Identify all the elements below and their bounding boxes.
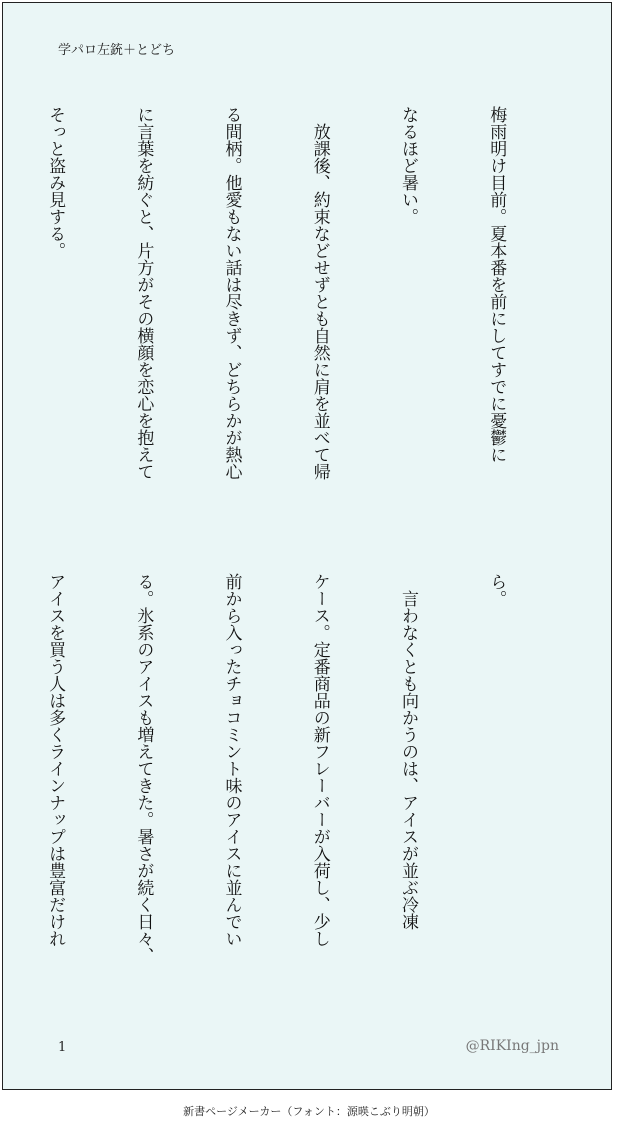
text-line: そっと盗み見する。 bbox=[45, 106, 66, 259]
generator-credit: 新書ページメーカー（フォント：源暎こぶり明朝） bbox=[183, 1105, 435, 1118]
text-line: 前から入ったチョコミント味のアイスに並んでい bbox=[221, 573, 242, 947]
text-line: 言わなくとも向かうのは、アイスが並ぶ冷凍 bbox=[397, 573, 418, 930]
page-header-title: 学パロ左銃＋とどち bbox=[58, 43, 176, 58]
text-line: る。氷系のアイスも増えてきた。暑さが続く日々、 bbox=[133, 573, 154, 964]
text-line: に言葉を紡ぐと、片方がその横顔を恋心を抱えて bbox=[133, 106, 154, 480]
author-handle: @RIKIng_jpn bbox=[465, 1038, 559, 1054]
text-line: 放課後、約束などせずとも自然に肩を並べて帰 bbox=[309, 106, 330, 480]
text-line: る間柄。他愛もない話は尽きず、どちらかが熱心 bbox=[221, 106, 242, 480]
text-line: 梅雨明け目前。夏本番を前にしてすでに憂鬱に bbox=[486, 106, 507, 463]
text-block-lower bbox=[45, 573, 569, 993]
text-line: ケース。定番商品の新フレーバーが入荷し、少し bbox=[309, 573, 330, 947]
text-line: アイスを買う人は多くラインナップは豊富だけれ bbox=[45, 573, 66, 947]
text-block-upper bbox=[45, 106, 569, 526]
page-number: 1 bbox=[58, 1040, 67, 1055]
book-page bbox=[2, 2, 612, 1090]
text-line: なるほど暑い。 bbox=[397, 106, 418, 225]
text-line: ら。 bbox=[486, 573, 507, 607]
